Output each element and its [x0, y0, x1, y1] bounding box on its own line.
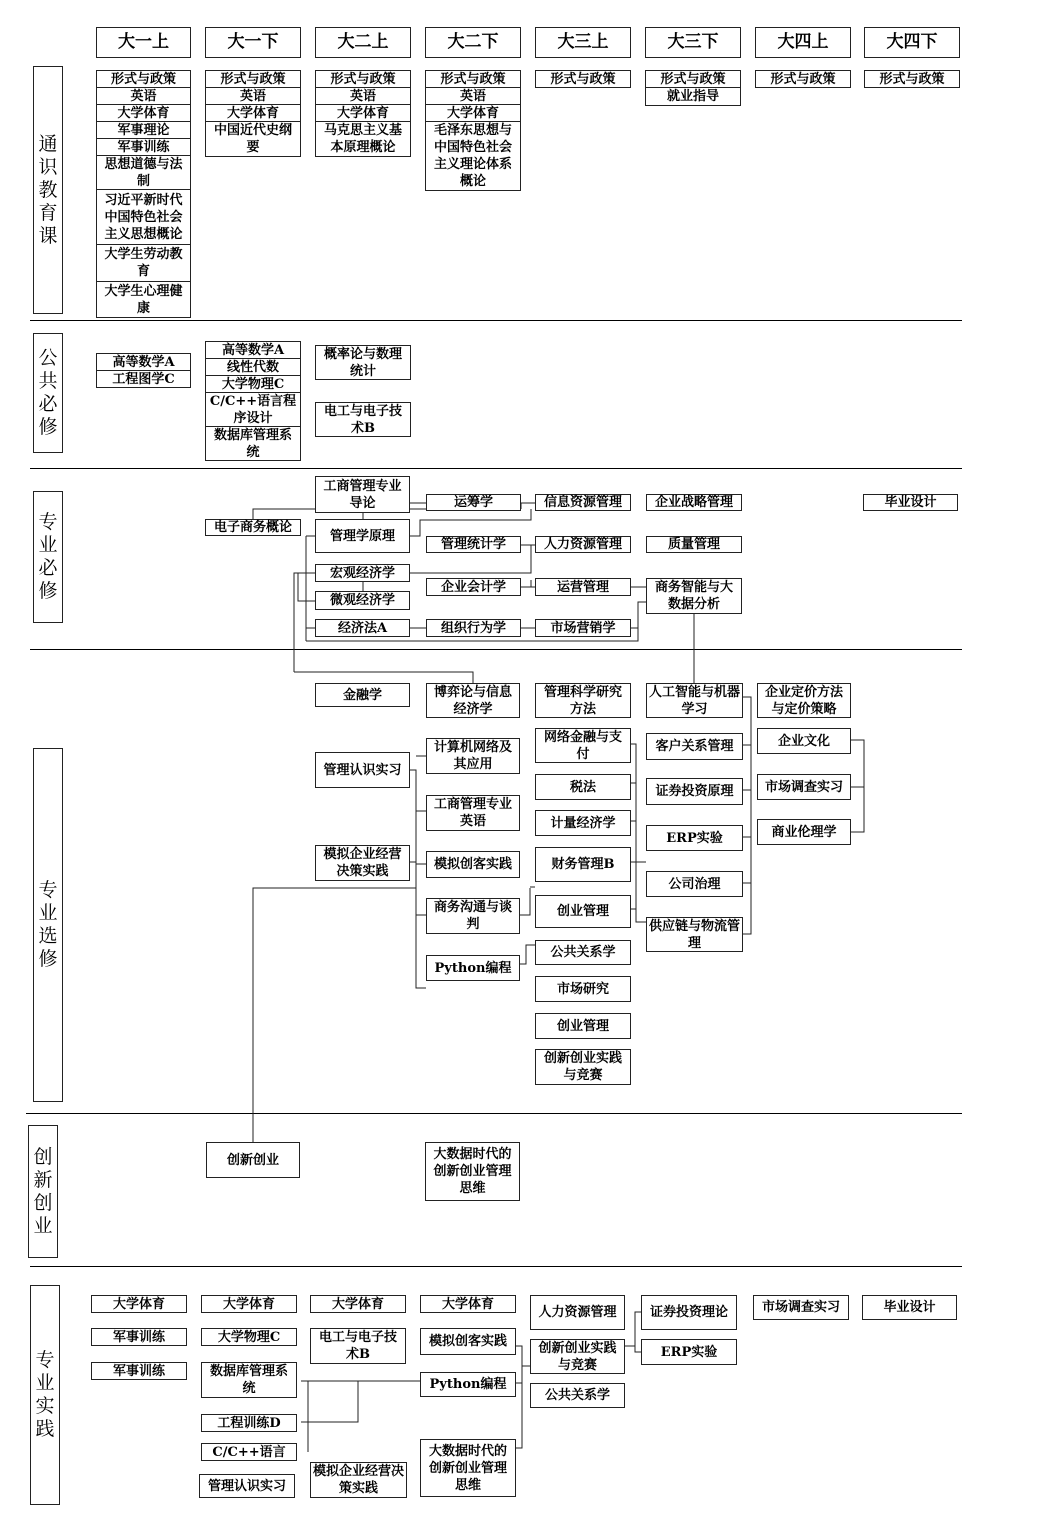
course-box: 工程图学C [96, 370, 191, 388]
course-box: 财务管理B [535, 847, 631, 882]
course-box: 工商管理专业英语 [426, 795, 520, 831]
course-box: 管理学原理 [315, 519, 410, 553]
course-box: 企业定价方法与定价策略 [757, 683, 851, 718]
course-box: 创新创业实践与竞赛 [530, 1339, 625, 1374]
course-box: 模拟企业经营决策实践 [310, 1462, 407, 1498]
course-box: 形式与政策 [645, 70, 741, 88]
semester-header: 大四下 [864, 27, 960, 58]
course-box: 大学体育 [310, 1295, 406, 1313]
course-box: 人力资源管理 [530, 1295, 625, 1330]
course-box: 大学体育 [201, 1295, 297, 1313]
course-box: 大学体育 [205, 104, 301, 122]
course-box: 创新创业实践与竞赛 [535, 1049, 631, 1085]
semester-header: 大一下 [205, 27, 301, 58]
course-box: 公共关系学 [530, 1383, 625, 1408]
course-box: 网络金融与支付 [535, 728, 631, 763]
course-box: 运筹学 [426, 494, 521, 511]
course-box: 商业伦理学 [757, 819, 851, 845]
course-box: 管理认识实习 [199, 1474, 295, 1498]
course-box: 金融学 [315, 683, 410, 707]
category-major-elective: 专业选修 [33, 748, 63, 1102]
course-box: 证券投资理论 [641, 1295, 737, 1330]
course-box: 大学体育 [96, 104, 191, 122]
course-box: 高等数学A [96, 353, 191, 371]
course-box: 工程训练D [201, 1414, 297, 1432]
category-practice: 专业实践 [30, 1285, 60, 1505]
category-general: 通识教育课 [33, 66, 63, 314]
semester-header: 大二下 [425, 27, 521, 58]
course-box: 经济法A [315, 619, 410, 637]
category-major-required: 专业必修 [33, 491, 63, 623]
course-box: 大学体育 [420, 1295, 516, 1313]
course-box: 企业文化 [757, 728, 851, 754]
course-box: 税法 [535, 774, 631, 800]
course-box: 军事训练 [91, 1328, 187, 1346]
course-box: 创新创业 [206, 1142, 300, 1178]
course-box: 市场研究 [535, 976, 631, 1002]
course-box: 形式与政策 [315, 70, 411, 88]
course-box: 微观经济学 [315, 591, 410, 610]
course-box: 英语 [425, 87, 521, 105]
course-box: 公共关系学 [535, 940, 631, 965]
course-box: 思想道德与法制 [96, 155, 191, 190]
course-box: 人力资源管理 [535, 536, 631, 553]
course-box: 企业战略管理 [646, 494, 742, 511]
course-box: 客户关系管理 [646, 733, 743, 760]
semester-header: 大三下 [645, 27, 741, 58]
course-box: 商务沟通与谈判 [426, 898, 520, 934]
course-box: 英语 [315, 87, 411, 105]
course-box: ERP实验 [641, 1339, 737, 1365]
course-box: 商务智能与大数据分析 [646, 578, 742, 614]
course-box: 大学生心理健康 [96, 281, 191, 318]
course-box: 形式与政策 [864, 70, 960, 88]
course-box: 大数据时代的创新创业管理思维 [425, 1142, 520, 1201]
course-box: 电工与电子技术B [315, 402, 411, 437]
course-box: 马克思主义基本原理概论 [315, 121, 411, 157]
semester-header: 大三上 [535, 27, 631, 58]
course-box: 模拟企业经营决策实践 [315, 845, 410, 881]
course-box: 形式与政策 [755, 70, 851, 88]
course-box: 习近平新时代中国特色社会主义思想概论 [96, 189, 191, 245]
course-box: 企业会计学 [426, 578, 521, 596]
course-box: 线性代数 [205, 358, 301, 376]
course-box: 创业管理 [535, 895, 631, 928]
course-box: 大学体育 [425, 104, 521, 122]
course-box: 就业指导 [645, 87, 741, 106]
course-box: 形式与政策 [425, 70, 521, 88]
course-box: 军事训练 [96, 138, 191, 156]
course-box: 形式与政策 [205, 70, 301, 88]
course-box: 大学物理C [205, 375, 301, 393]
course-box: 英语 [96, 87, 191, 105]
semester-header: 大四上 [755, 27, 851, 58]
course-box: 电子商务概论 [205, 519, 301, 536]
course-box: 形式与政策 [535, 70, 631, 88]
course-box: 宏观经济学 [315, 564, 410, 582]
course-box: C/C++语言 [201, 1443, 297, 1461]
course-box: 质量管理 [646, 536, 742, 553]
course-box: 供应链与物流管理 [646, 917, 743, 952]
course-box: 市场调查实习 [753, 1295, 849, 1320]
course-box: 大学体育 [315, 104, 411, 122]
course-box: 大学体育 [91, 1295, 187, 1313]
category-public: 公共必修 [33, 333, 63, 453]
course-box: 英语 [205, 87, 301, 105]
course-box: 创业管理 [535, 1013, 631, 1039]
course-box: 军事理论 [96, 121, 191, 139]
course-box: 管理认识实习 [315, 752, 410, 788]
course-box: 形式与政策 [96, 70, 191, 88]
course-box: 市场营销学 [535, 619, 631, 637]
course-box: 大学生劳动教育 [96, 244, 191, 282]
course-box: 博弈论与信息经济学 [426, 683, 520, 718]
course-box: 电工与电子技术B [310, 1328, 406, 1364]
course-box: 运营管理 [535, 578, 631, 596]
course-box: 计量经济学 [535, 810, 631, 836]
course-box: 工商管理专业导论 [315, 476, 410, 513]
course-box: 市场调查实习 [757, 774, 851, 800]
course-box: 管理科学研究方法 [535, 683, 631, 718]
course-box: 毛泽东思想与中国特色社会主义理论体系概论 [425, 121, 521, 191]
course-box: 大数据时代的创新创业管理思维 [420, 1439, 516, 1497]
course-box: 高等数学A [205, 341, 301, 359]
course-box: 概率论与数理统计 [315, 345, 411, 380]
course-box: 模拟创客实践 [426, 851, 520, 878]
course-box: 毕业设计 [862, 1295, 957, 1320]
course-box: C/C++语言程序设计 [205, 392, 301, 427]
semester-header: 大二上 [315, 27, 411, 58]
course-box: 计算机网络及其应用 [426, 738, 520, 774]
course-box: 数据库管理系统 [201, 1362, 297, 1398]
course-box: 大学物理C [201, 1328, 297, 1346]
course-box: 证券投资原理 [646, 778, 743, 805]
course-box: 中国近代史纲要 [205, 121, 301, 157]
course-box: 信息资源管理 [535, 494, 631, 511]
course-box: 模拟创客实践 [420, 1328, 516, 1355]
course-box: 毕业设计 [863, 494, 958, 511]
course-box: 管理统计学 [426, 536, 521, 553]
category-innovation: 创新创业 [28, 1125, 58, 1258]
course-box: 人工智能与机器学习 [646, 683, 743, 718]
course-box: 军事训练 [91, 1362, 187, 1380]
course-box: 数据库管理系统 [205, 426, 301, 461]
course-box: 公司治理 [646, 871, 743, 897]
semester-header: 大一上 [96, 27, 191, 58]
course-box: Python编程 [426, 955, 520, 981]
course-box: ERP实验 [646, 825, 743, 851]
course-box: Python编程 [420, 1372, 516, 1397]
course-box: 组织行为学 [426, 619, 521, 637]
